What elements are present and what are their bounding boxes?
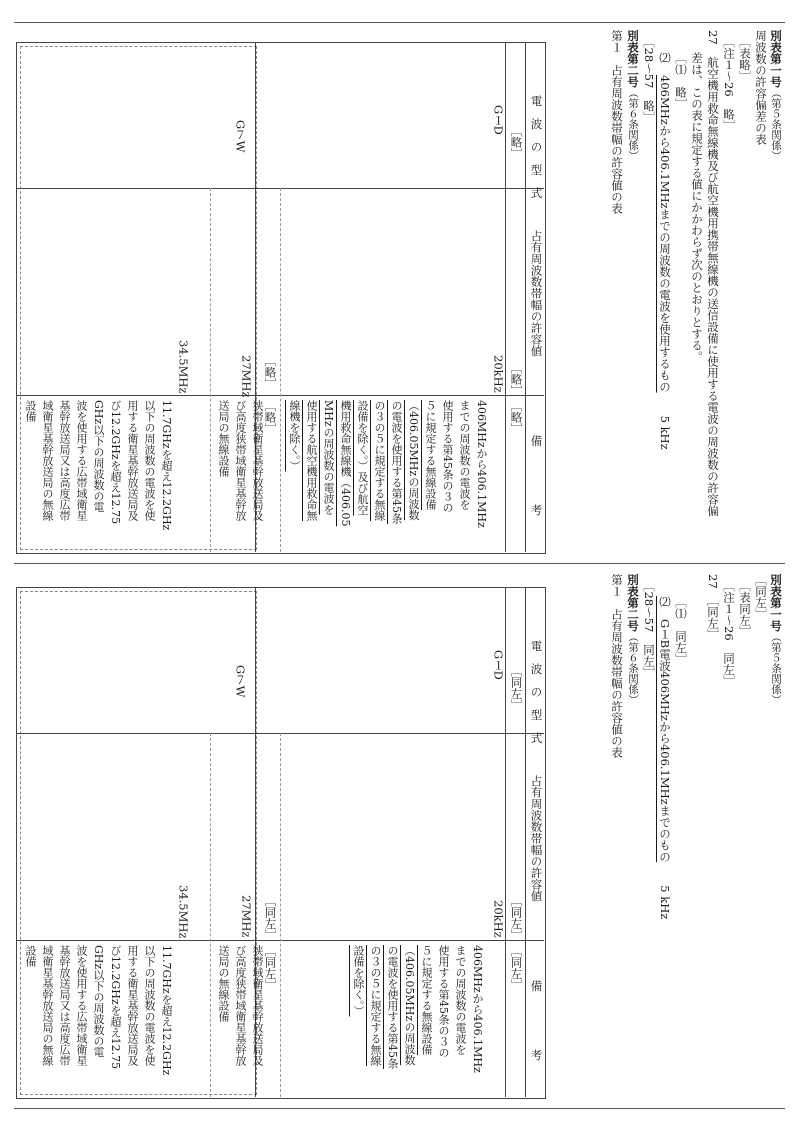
old-g7w-remark1: 狭帯域衛星基幹放送局及 び高度狭帯域衛星基幹放 送局の無線設備: [217, 400, 264, 521]
new-g7w-width1: 27MHz: [239, 895, 254, 938]
old-note27-text: 航空機用救命無線機及び航空機用携帯無線機の送信設備に使用する電波の周波数の許容偏: [706, 56, 720, 517]
old-header-remarks: 備 考: [529, 435, 544, 516]
new-item2-text: ⑵ G１B電波406MHzから406.1MHzまでのもの: [658, 596, 672, 863]
old-g7w-omit: ［略］: [263, 355, 278, 390]
old-header-width: 占有周波数帯幅の許容値: [529, 230, 544, 357]
middle-rule: [14, 563, 785, 564]
old-g7w-remark-omit: ［略］: [263, 400, 278, 435]
new-g7w-remark2: 11.7GHzを超え12.2GHz 以下の周波数の電波を使 用する衛星基幹放送局及 び12.2GHzを超え12.75 GHz以下の周波数の電 波を使用する広帯域衛星 基幹放送局又は高度広帯 域衛星基幹放送局の無線 設備: [24, 945, 173, 1076]
new-item2-value: 5 kHz: [658, 885, 672, 920]
new-g7w-remark1: 狭帯域衛星基幹放送局及 び高度狭帯域衛星基幹放 送局の無線設備: [217, 945, 264, 1066]
old-g1d-remark: 406MHzから406.1MHz までの周波数の電波を 使用する第45条の３の ５に規定する無線設備 （406.05MHzの周波数 の電波を使用する第45条 の３の５に規定する無線 設備を除く。）及び航空 機用救命無線機（406.05 MHzの周波数の電波を 使用する航空機用救命無 線機を除く。）: [288, 400, 488, 528]
old-tolerance-subtitle: 周波数の許容偏差の表: [754, 30, 768, 145]
old-item2-text: 406MHzから406.1MHzまでの周波数の電波を使用するもの: [658, 75, 672, 393]
old-notes-omitted: ［注１～26 略］: [722, 36, 736, 132]
old-item1: ［⑴ 略］: [674, 52, 688, 110]
old-g1d-width: 20kHz: [491, 355, 506, 393]
new-g1d: G１D: [491, 650, 506, 680]
old-note27-cont: 差は、この表に規定する値にかかわらず次のとおりとする。: [690, 52, 704, 363]
new-appendix2-title-line: [625, 574, 641, 705]
old-appendix1-title: 別表第一号: [769, 30, 783, 88]
new-header-width: 占有周波数帯幅の許容値: [529, 775, 544, 902]
new-appendix2-section: 第１ 占有周波数帯幅の許容値の表: [610, 574, 624, 758]
new-header-remarks: 備 考: [529, 980, 544, 1061]
old-appendix2-section: 第１ 占有周波数帯幅の許容値の表: [610, 30, 624, 214]
new-same2: ［表同左］: [738, 580, 752, 638]
new-appendix1-title-line: [768, 574, 784, 705]
bottom-rule: [14, 1108, 785, 1109]
new-type-same: ［同左］: [509, 665, 524, 711]
old-appendix2-ref: （第６条関係）: [627, 87, 639, 161]
new-item1: ［⑴ 同左］: [674, 596, 688, 665]
old-type-omit: ［略］: [509, 125, 524, 160]
top-rule: [14, 22, 785, 23]
new-appendix1-ref: （第５条関係）: [770, 631, 782, 705]
old-note27: [705, 30, 721, 516]
old-g7w: G７W: [233, 120, 248, 153]
old-remark-omit: ［略］: [509, 400, 524, 435]
old-item2-value: 5 kHz: [658, 415, 672, 450]
new-remark-same: ［同左］: [509, 945, 524, 991]
old-width-omit: ［略］: [509, 362, 524, 397]
new-g1d-width: 20kHz: [491, 900, 506, 938]
old-appendix1-title-line: [768, 30, 784, 161]
new-notes-28-57: ［28～57 同左］: [642, 580, 656, 679]
old-g7w-width1: 27MHz: [239, 355, 254, 398]
new-g7w-remark-same: ［同左］: [263, 945, 278, 991]
old-table-omitted: ［表略］: [738, 36, 752, 82]
old-note27-num: 27: [706, 30, 720, 45]
old-notes-28-57: ［28～57 略］: [642, 36, 656, 123]
new-header-type: 電 波 の 型 式: [529, 640, 544, 744]
new-appendix2-title: 別表第二号: [626, 574, 640, 632]
new-g7w-width2: 34.5MHz: [176, 885, 191, 939]
new-item2: [657, 596, 673, 919]
new-g7w-same: ［同左］: [263, 895, 278, 941]
old-g1d: G１D: [491, 105, 506, 135]
old-item2: ⑵ 406MHzから406.1MHzまでの周波数の電波を使用するもの 5 kHz: [658, 52, 672, 450]
new-notes-same: ［注１～26 同左］: [722, 580, 736, 687]
old-appendix2-title-line: [625, 30, 641, 161]
new-g7w: G７W: [233, 665, 248, 698]
old-g7w-remark2: 11.7GHzを超え12.2GHz 以下の周波数の電波を使 用する衛星基幹放送局及 び12.2GHzを超え12.75 GHz以下の周波数の電 波を使用する広帯域衛星 基幹放送局又は高度広帯 域衛星基幹放送局の無線 設備: [24, 400, 173, 531]
old-appendix1-ref: （第５条関係）: [770, 87, 782, 161]
new-same1: ［同左］: [754, 574, 768, 620]
new-g1d-remark: 406MHzから406.1MHz までの周波数の電波を 使用する第45条の３の ５に規定する無線設備 （406.05MHzの周波数 の電波を使用する第45条 の３の５に規定する無線 設備を除く。）: [352, 945, 484, 1073]
old-header-type: 電 波 の 型 式: [529, 95, 544, 199]
new-appendix2-ref: （第６条関係）: [627, 631, 639, 705]
new-width-same: ［同左］: [509, 895, 524, 941]
old-g7w-width2: 34.5MHz: [176, 340, 191, 394]
old-appendix2-title: 別表第二号: [626, 30, 640, 88]
new-note27: 27 ［同左］: [706, 574, 720, 641]
new-appendix1-title: 別表第一号: [769, 574, 783, 632]
